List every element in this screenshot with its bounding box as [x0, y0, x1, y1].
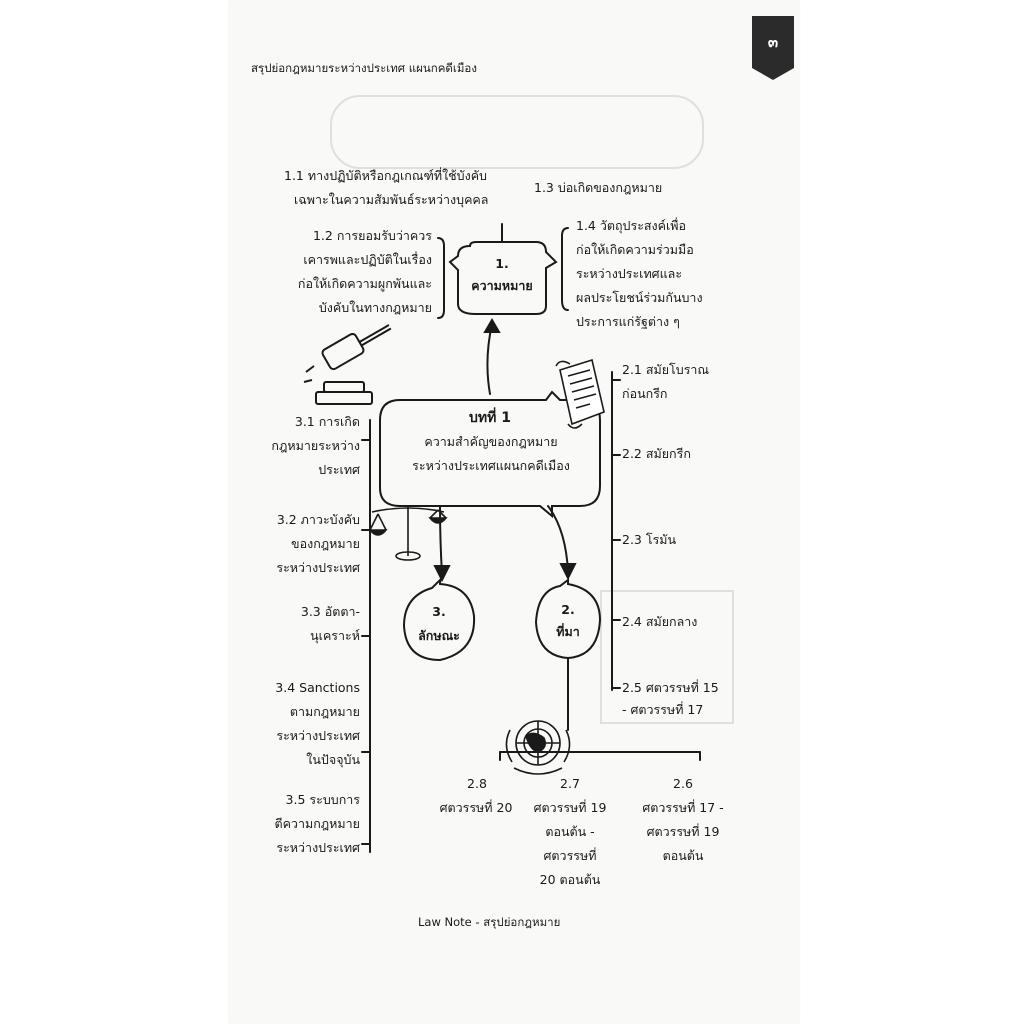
meaning-1-4-line2: ก่อให้เกิดความร่วมมือ [576, 242, 694, 257]
un-globe-icon [506, 721, 569, 774]
chapter-number: ๓ [767, 33, 779, 51]
source-2-7-line1: 2.7 [560, 776, 580, 791]
source-2-8-line1: 2.8 [467, 776, 487, 791]
node3-number: 3. [432, 604, 446, 619]
nature-3-2-line3: ระหว่างประเทศ [276, 560, 360, 575]
source-2-5-line2: - ศตวรรษที่ 17 [622, 702, 704, 717]
chapter-subtitle-line2: ระหว่างประเทศแผนกคดีเมือง [412, 458, 570, 473]
node1-number: 1. [495, 256, 509, 271]
source-2-1-line1: 2.1 สมัยโบราณ [622, 362, 710, 377]
meaning-1-3: 1.3 บ่อเกิดของกฎหมาย [534, 180, 663, 195]
nature-3-1-line3: ประเทศ [318, 462, 360, 477]
nature-3-1-line1: 3.1 การเกิด [294, 414, 360, 429]
source-2-6-line4: ตอนต้น [662, 848, 704, 863]
nature-3-4-line2: ตามกฎหมาย [289, 704, 360, 719]
source-2-6-line1: 2.6 [673, 776, 693, 791]
source-2-7-line2: ศตวรรษที่ 19 [533, 800, 607, 815]
meaning-1-2-line4: บังคับในทางกฎหมาย [318, 300, 432, 315]
nature-3-4-line3: ระหว่างประเทศ [276, 728, 360, 743]
source-2-6-line2: ศตวรรษที่ 17 - [642, 800, 724, 815]
meaning-1-1-line2: เฉพาะในความสัมพันธ์ระหว่างบุคคล [294, 192, 489, 207]
meaning-1-4-line5: ประการแก่รัฐต่าง ๆ [576, 314, 680, 329]
node1-label: ความหมาย [471, 278, 533, 293]
meaning-1-1-line1: 1.1 ทางปฏิบัติหรือกฎเกณฑ์ที่ใช้บังคับ [284, 168, 487, 183]
meaning-1-2-line1: 1.2 การยอมรับว่าควร [312, 228, 432, 243]
nature-3-2-line2: ของกฎหมาย [291, 536, 360, 551]
node2-number: 2. [561, 602, 575, 617]
nature-3-5-line1: 3.5 ระบบการ [285, 792, 360, 807]
nature-3-3-line2: นุเคราะห์ [310, 628, 360, 643]
source-2-7-line3: ตอนต้น - [545, 824, 595, 839]
source-2-1-line2: ก่อนกรีก [622, 386, 668, 401]
source-2-7-line5: 20 ตอนต้น [539, 872, 601, 887]
page-footer: Law Note - สรุปย่อกฎหมาย [418, 915, 561, 929]
source-2-4: 2.4 สมัยกลาง [622, 614, 698, 629]
source-2-5-line1: 2.5 ศตวรรษที่ 15 [622, 680, 719, 695]
meaning-1-2-line2: เคารพและปฏิบัติในเรื่อง [303, 252, 432, 267]
source-2-8-line2: ศตวรรษที่ 20 [439, 800, 513, 815]
meaning-1-4-line3: ระหว่างประเทศและ [576, 266, 683, 281]
gavel-icon [304, 316, 394, 404]
node2-label: ที่มา [556, 624, 580, 639]
scales-icon [370, 505, 446, 560]
nature-3-4-line4: ในปัจจุบัน [306, 752, 360, 767]
chapter-title: บทที่ 1 [469, 410, 511, 426]
meaning-1-4-line4: ผลประโยชน์ร่วมกันบาง [576, 290, 703, 305]
nature-3-2-line1: 3.2 ภาวะบังคับ [276, 512, 360, 527]
meaning-1-4-line1: 1.4 วัตถุประสงค์เพื่อ [576, 218, 687, 233]
meaning-1-2-line3: ก่อให้เกิดความผูกพันและ [297, 276, 432, 291]
source-2-3: 2.3 โรมัน [622, 532, 677, 547]
chapter-subtitle-line1: ความสำคัญของกฎหมาย [424, 434, 558, 449]
source-2-7-line4: ศตวรรษที่ [543, 848, 597, 863]
nature-3-5-line2: ตีความกฎหมาย [274, 816, 360, 831]
nature-3-1-line2: กฎหมายระหว่าง [271, 438, 360, 453]
source-2-2: 2.2 สมัยกรีก [622, 446, 691, 461]
nature-3-3-line1: 3.3 อัตตา- [300, 604, 360, 619]
nature-3-5-line3: ระหว่างประเทศ [276, 840, 360, 855]
source-2-6-line3: ศตวรรษที่ 19 [646, 824, 720, 839]
page-header-title: สรุปย่อกฎหมายระหว่างประเทศ แผนกคดีเมือง [251, 61, 477, 75]
nature-3-4-line1: 3.4 Sanctions [275, 680, 360, 695]
node3-label: ลักษณะ [418, 628, 460, 643]
